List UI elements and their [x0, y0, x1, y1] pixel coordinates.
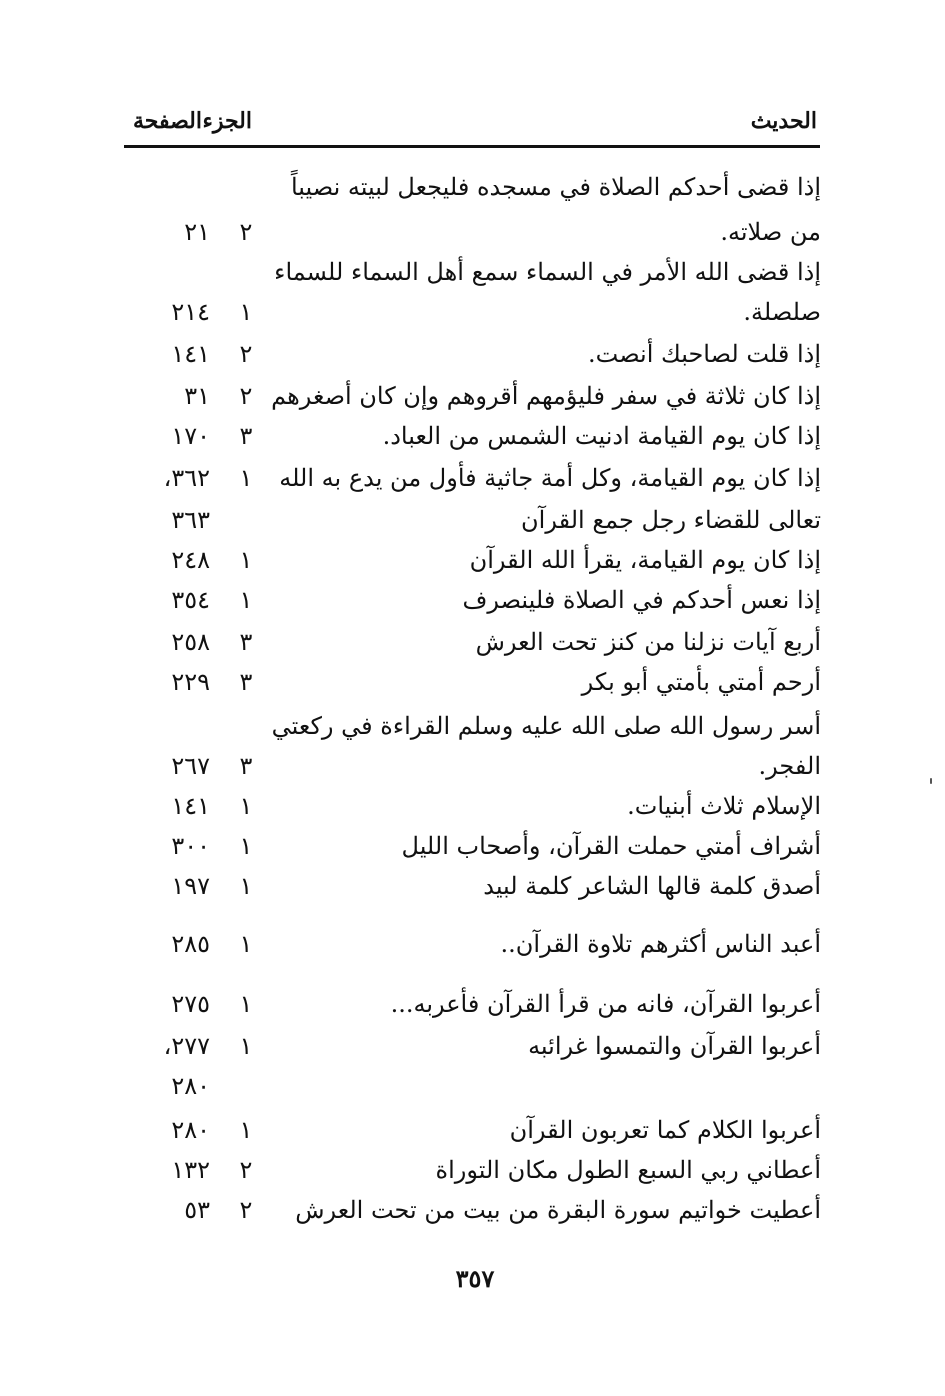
- volume-number: ٢: [239, 218, 253, 246]
- hadith-text: أعطاني ربي السبع الطول مكان التوراة: [435, 1156, 821, 1184]
- page-reference: ٢١٤: [171, 298, 210, 326]
- hadith-text: إذا قضى الله الأمر في السماء سمع أهل السماء للسماء: [274, 258, 821, 286]
- hadith-text: من صلاته.: [720, 218, 821, 246]
- volume-number: ١: [239, 1032, 253, 1060]
- page-reference: ٢٨٠: [171, 1116, 210, 1144]
- volume-number: ٢: [239, 340, 253, 368]
- volume-number: ١: [239, 872, 253, 900]
- volume-number: ١: [239, 586, 253, 614]
- volume-number: ١: [239, 990, 253, 1018]
- volume-number: ٣: [239, 668, 253, 696]
- volume-number: ١: [239, 792, 253, 820]
- page-reference: ٢٢٩: [171, 668, 210, 696]
- page-reference: ٢٧٧،: [163, 1032, 210, 1060]
- volume-number: ٢: [239, 1156, 253, 1184]
- hadith-text: أعبد الناس أكثرهم تلاوة القرآن..: [500, 930, 821, 958]
- page-number: ٣٥٧: [455, 1264, 495, 1293]
- page-reference: ٣١: [184, 382, 210, 410]
- hadith-text: إذا قضى أحدكم الصلاة في مسجده فليجعل لبيته نصيباً: [290, 173, 821, 201]
- volume-number: ١: [239, 832, 253, 860]
- volume-number: ٢: [239, 382, 253, 410]
- hadith-text: أصدق كلمة قالها الشاعر كلمة لبيد: [483, 872, 821, 900]
- page-reference: ٥٣: [184, 1196, 210, 1224]
- volume-number: ١: [239, 298, 253, 326]
- hadith-text: إذا كان يوم القيامة ادنيت الشمس من العباد.: [382, 422, 821, 450]
- volume-number: ٢: [239, 1196, 253, 1224]
- hadith-text: أعطيت خواتيم سورة البقرة من بيت من تحت العرش: [295, 1196, 821, 1224]
- page-reference: ٢٦٧: [171, 752, 210, 780]
- volume-number: ٣: [239, 422, 253, 450]
- scan-speck: [930, 778, 932, 784]
- hadith-text: إذا كان ثلاثة في سفر فليؤمهم أقروهم وإن كان أصغرهم: [271, 382, 821, 410]
- page-reference: ٣٦٢،: [163, 464, 210, 492]
- header-rule: [124, 145, 820, 148]
- page-reference: ١٤١: [171, 792, 210, 820]
- page-reference: ٣٦٣: [171, 506, 210, 534]
- volume-number: ١: [239, 464, 253, 492]
- hadith-text: أسر رسول الله صلى الله عليه وسلم القراءة في ركعتي: [271, 712, 821, 740]
- page-reference: ٢٧٥: [171, 990, 210, 1018]
- page-reference: ١٧٠: [171, 422, 210, 450]
- page-reference: ٢٨٠: [171, 1072, 210, 1100]
- hadith-text: تعالى للقضاء رجل جمع القرآن: [521, 506, 821, 534]
- hadith-text: إذا كان يوم القيامة، وكل أمة جاثية فأول من يدع به الله: [279, 464, 821, 492]
- hadith-text: أعربوا القرآن، فانه من قرأ القرآن فأعربه...: [390, 990, 821, 1018]
- header-page: الصفحة: [132, 108, 202, 134]
- hadith-text: صلصلة.: [743, 298, 821, 326]
- page-reference: ١٣٢: [171, 1156, 210, 1184]
- hadith-text: أرحم أمتي بأمتي أبو بكر: [581, 668, 821, 696]
- volume-number: ١: [239, 1116, 253, 1144]
- hadith-text: إذا كان يوم القيامة، يقرأ الله القرآن: [469, 546, 821, 574]
- volume-number: ١: [239, 546, 253, 574]
- volume-number: ١: [239, 930, 253, 958]
- hadith-text: أعربوا الكلام كما تعربون القرآن: [509, 1116, 821, 1144]
- page-reference: ١٤١: [171, 340, 210, 368]
- hadith-text: أشراف أمتي حملت القرآن، وأصحاب الليل: [401, 832, 821, 860]
- page-reference: ٢٨٥: [171, 930, 210, 958]
- hadith-text: الفجر.: [758, 752, 821, 780]
- page-reference: ٢٥٨: [171, 628, 210, 656]
- hadith-text: أربع آيات نزلنا من كنز تحت العرش: [475, 628, 821, 656]
- header-volume: الجزء: [202, 108, 252, 134]
- page-reference: ١٩٧: [171, 872, 210, 900]
- hadith-text: إذا نعس أحدكم في الصلاة فلينصرف: [462, 586, 821, 614]
- hadith-text: الإسلام ثلاث أبنيات.: [627, 792, 821, 820]
- page-reference: ٢١: [184, 218, 210, 246]
- hadith-text: إذا قلت لصاحبك أنصت.: [588, 340, 821, 368]
- page-reference: ٢٤٨: [171, 546, 210, 574]
- page-reference: ٣٠٠: [171, 832, 210, 860]
- volume-number: ٣: [239, 628, 253, 656]
- volume-number: ٣: [239, 752, 253, 780]
- header-hadith: الحديث: [750, 108, 817, 134]
- hadith-text: أعربوا القرآن والتمسوا غرائبه: [528, 1032, 821, 1060]
- page-reference: ٣٥٤: [171, 586, 210, 614]
